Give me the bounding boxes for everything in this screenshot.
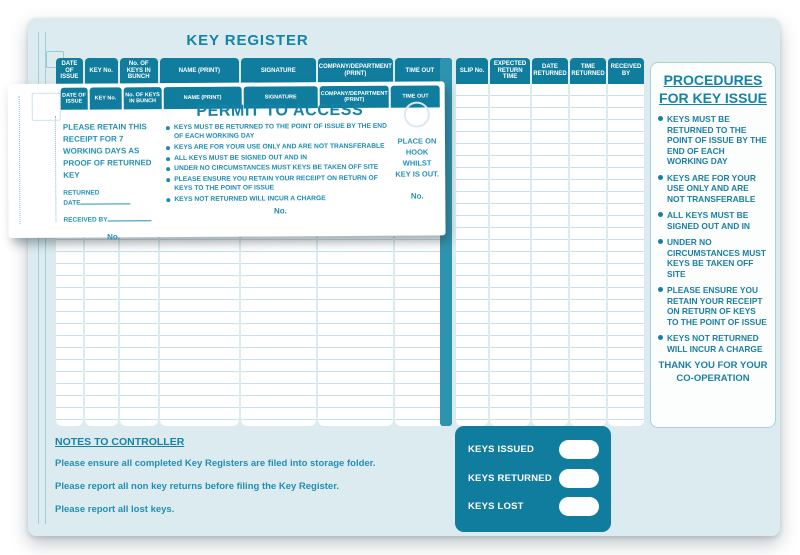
column-header: TIME RETURNED (570, 58, 606, 84)
bullet-icon (166, 178, 170, 182)
list-item (166, 153, 394, 163)
slip-number-label: No. (273, 206, 287, 216)
list-item (658, 333, 768, 354)
column-header: COMPANY/DEPARTMENT (PRINT) (320, 86, 389, 108)
keys-lost-label: KEYS LOST (468, 501, 524, 512)
bullet-text: UNDER NO CIRCUMSTANCES MUST KEYS BE TAKEN OFF SITE (667, 237, 766, 279)
procedures-title: PROCEDURES FOR KEY ISSUE (659, 72, 767, 107)
slip-retain-section (63, 121, 164, 242)
slip-number-label: No. (107, 232, 121, 242)
table-column (489, 58, 531, 426)
hook-tag-section (394, 101, 441, 200)
slip-punch-square (32, 93, 61, 121)
bullet-text: KEYS NOT RETURNED WILL INCUR A CHARGE (174, 195, 326, 203)
retain-note: PLEASE RETAIN THIS RECEIPT FOR 7 WORKING DAYS AS PROOF OF RETURNED KEY (62, 122, 152, 180)
list-item (658, 210, 768, 231)
list-item (166, 123, 394, 142)
hook-note: PLACE ON HOOK WHILST KEY IS OUT. (395, 136, 440, 179)
list-item (166, 195, 394, 205)
column-cells (608, 84, 644, 426)
column-cells (490, 84, 530, 426)
bullet-text: KEYS MUST BE RETURNED TO THE POINT OF ISSUE BY THE END OF EACH WORKING DAY (173, 122, 387, 140)
keys-issued-count-field (559, 440, 599, 459)
note-line: Please report all non key returns before filing the Key Register. (55, 481, 340, 492)
table-column (569, 58, 607, 426)
keys-returned-count-field (559, 469, 599, 488)
column-header: DATE RETURNED (532, 58, 568, 84)
keys-issued-label: KEYS ISSUED (468, 444, 535, 455)
slip-number-label: No. (410, 191, 424, 201)
column-header: SIGNATURE (241, 58, 316, 84)
table-column (607, 58, 645, 426)
column-header: DATE OF ISSUE (56, 58, 83, 84)
keys-summary-box (455, 426, 611, 532)
column-header: RECEIVED BY (608, 58, 644, 84)
column-header: No. OF KEYS IN BUNCH (120, 58, 158, 84)
bullet-icon (166, 146, 170, 150)
keys-issued-row (468, 440, 599, 459)
column-header: No. OF KEYS IN BUNCH (123, 87, 161, 109)
bullet-text: KEYS ARE FOR YOUR USE ONLY AND ARE NOT TRANSFERABLE (173, 142, 385, 151)
received-by-field: RECEIVED BY (63, 215, 163, 225)
list-item (166, 175, 394, 194)
procedures-panel (650, 62, 776, 428)
bullet-text: ALL KEYS MUST BE SIGNED OUT AND IN (667, 210, 750, 231)
bullet-icon (658, 287, 663, 292)
bullet-icon (658, 175, 663, 180)
list-item (658, 237, 768, 279)
slip-fine-print (55, 116, 57, 222)
blank-line (108, 215, 152, 221)
list-item (658, 114, 768, 167)
keys-returned-row (468, 469, 599, 488)
bullet-icon (658, 335, 663, 340)
list-item (166, 142, 394, 152)
bullet-text: KEYS MUST BE RETURNED TO THE POINT OF ISSUE BY THE END OF EACH WORKING DAY (667, 114, 767, 167)
keys-returned-label: KEYS RETURNED (468, 472, 552, 484)
notes-title: NOTES TO CONTROLLER (55, 436, 185, 448)
bullet-icon (166, 167, 170, 171)
bullet-text: KEYS NOT RETURNED WILL INCUR A CHARGE (667, 333, 763, 354)
permit-title: PERMIT TO ACCESS (196, 101, 364, 120)
column-cells (532, 84, 568, 426)
permit-rules-list (166, 123, 394, 205)
procedures-list (658, 114, 768, 354)
column-cells (456, 84, 488, 426)
column-header: NAME (PRINT) (163, 87, 241, 109)
key-return-table (455, 58, 645, 426)
bullet-text: UNDER NO CIRCUMSTANCES MUST KEYS BE TAKEN OFF SITE (174, 164, 379, 173)
column-header: TIME OUT (391, 85, 441, 107)
slip-column (60, 88, 89, 110)
thank-you-note: THANK YOU FOR YOUR CO-OPERATION (658, 360, 768, 384)
list-item (166, 164, 394, 174)
keys-lost-row (468, 497, 599, 516)
receipt-slip (8, 81, 446, 242)
column-header: KEY No. (85, 58, 118, 84)
keys-lost-count-field (559, 497, 599, 516)
bullet-text: PLEASE ENSURE YOU RETAIN YOUR RECEIPT ON RETURN OF KEYS TO THE POINT OF ISSUE (667, 285, 767, 327)
note-line: Please ensure all completed Key Registers are filed into storage folder. (55, 458, 376, 469)
column-header: SIGNATURE (243, 86, 317, 108)
blank-line (81, 198, 131, 204)
column-cells (570, 84, 606, 426)
column-header: NAME (PRINT) (160, 58, 239, 84)
bullet-icon (166, 157, 170, 161)
hook-hole-icon (404, 101, 430, 127)
note-line: Please report all lost keys. (55, 504, 175, 515)
permit-to-access-section (166, 102, 395, 216)
slip-fine-print (19, 96, 21, 224)
bullet-text: PLEASE ENSURE YOU RETAIN YOUR RECEIPT ON RETURN OF KEYS TO THE POINT OF ISSUE (174, 175, 378, 193)
column-header: KEY No. (89, 87, 121, 109)
slip-column (122, 87, 162, 109)
column-header: TIME OUT (395, 58, 445, 84)
bullet-icon (166, 126, 170, 130)
bullet-icon (658, 212, 663, 217)
bullet-icon (658, 116, 663, 121)
returned-date-field: RETURNED DATE (63, 188, 163, 208)
bullet-icon (658, 239, 663, 244)
notes-to-controller (55, 436, 445, 527)
list-item (658, 173, 768, 205)
column-header: DATE OF ISSUE (61, 88, 88, 110)
column-header: SLIP No. (456, 58, 488, 84)
form-title: KEY REGISTER (186, 32, 309, 49)
bullet-text: ALL KEYS MUST BE SIGNED OUT AND IN (174, 153, 308, 162)
bullet-text: KEYS ARE FOR YOUR USE ONLY AND ARE NOT TRANSFERABLE (667, 172, 756, 204)
column-header: EXPECTED RETURN TIME (490, 58, 530, 84)
table-column (455, 58, 489, 426)
list-item (658, 285, 768, 327)
column-header: COMPANY/DEPARTMENT (PRINT) (318, 58, 393, 84)
bullet-icon (166, 198, 170, 202)
table-column (531, 58, 569, 426)
slip-column (88, 87, 122, 109)
